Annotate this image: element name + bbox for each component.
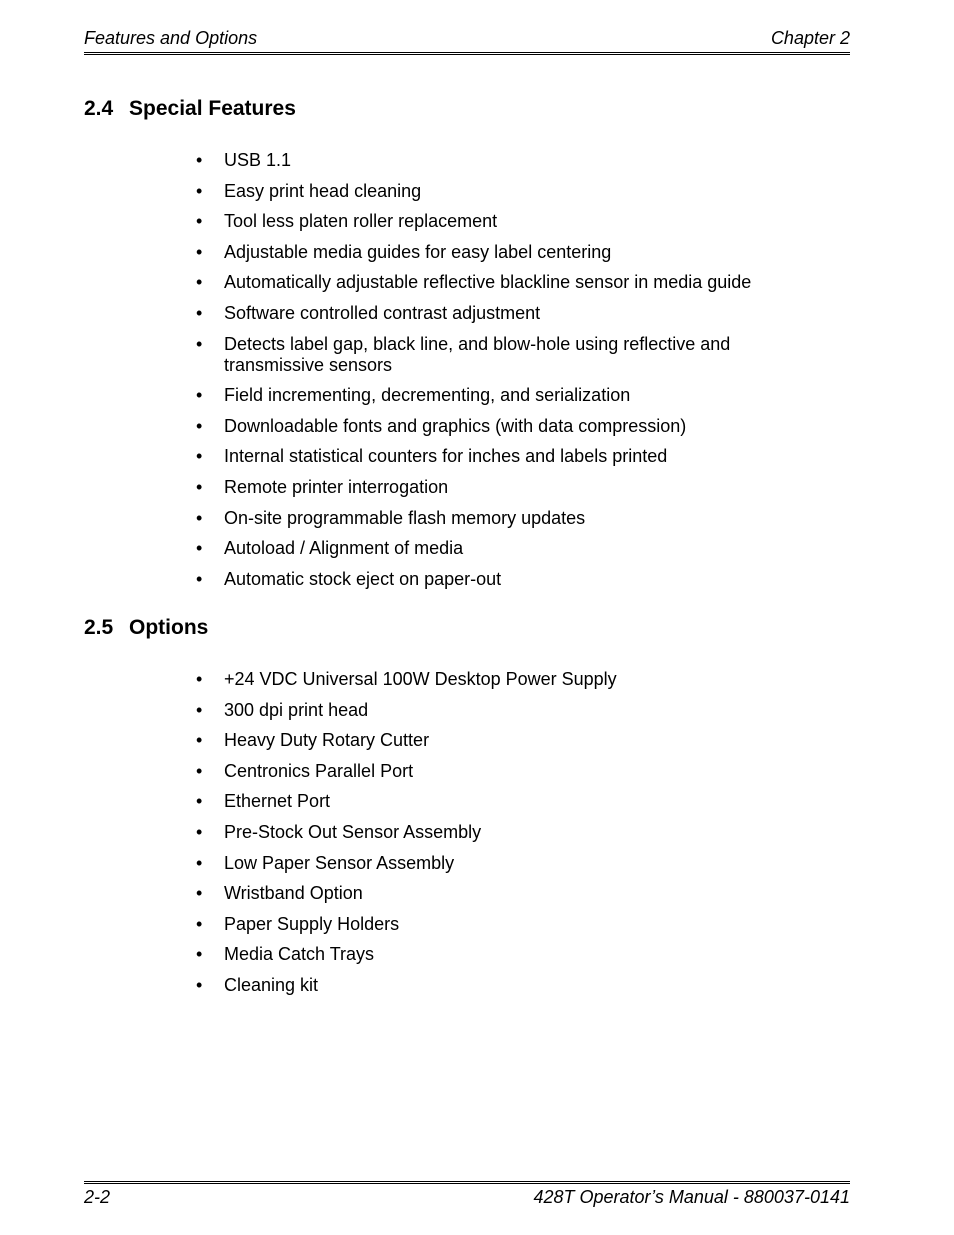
list-item-text: Low Paper Sensor Assembly	[224, 852, 455, 873]
bullet-icon: •	[196, 302, 203, 323]
list-item-text: Wristband Option	[224, 883, 363, 904]
bullet-icon: •	[196, 791, 203, 812]
section-title: Options	[129, 616, 209, 639]
list-item	[196, 181, 786, 202]
list-item	[196, 416, 786, 437]
page-footer	[84, 1181, 850, 1212]
list-item	[196, 334, 786, 376]
list-item	[196, 730, 786, 751]
list-item-text: Software controlled contrast adjustment	[224, 302, 541, 323]
bullet-icon: •	[196, 333, 203, 354]
section-heading-options	[84, 616, 208, 640]
list-item-text: +24 VDC Universal 100W Desktop Power Supply	[224, 669, 617, 689]
bullet-icon: •	[196, 913, 203, 934]
list-item	[196, 700, 786, 721]
list-item-text: Paper Supply Holders	[224, 913, 400, 934]
options-list	[196, 669, 786, 1006]
list-item	[196, 914, 786, 935]
list-item	[196, 211, 786, 232]
list-item-text: Automatically adjustable reflective blackline sensor in media guide	[224, 272, 752, 293]
bullet-icon: •	[196, 272, 203, 293]
bullet-icon: •	[196, 699, 203, 720]
list-item	[196, 477, 786, 498]
bullet-icon: •	[196, 385, 203, 406]
list-item-text: Adjustable media guides for easy label centering	[224, 241, 612, 262]
list-item-text: Autoload / Alignment of media	[224, 538, 464, 559]
list-item	[196, 385, 786, 406]
list-item-text: Pre-Stock Out Sensor Assembly	[224, 821, 482, 842]
bullet-icon: •	[196, 211, 203, 232]
list-item	[196, 508, 786, 529]
bullet-icon: •	[196, 760, 203, 781]
list-item	[196, 975, 786, 996]
list-item-text: Centronics Parallel Port	[224, 760, 414, 781]
page-header	[84, 28, 850, 55]
bullet-icon: •	[196, 669, 203, 689]
list-item-text: Heavy Duty Rotary Cutter	[224, 730, 430, 751]
list-item	[196, 150, 786, 171]
list-item-text: Media Catch Trays	[224, 944, 375, 965]
list-item-text: Automatic stock eject on paper-out	[224, 568, 502, 589]
section-number: 2.4	[84, 97, 114, 120]
list-item	[196, 883, 786, 904]
list-item-text: Cleaning kit	[224, 974, 319, 995]
bullet-icon: •	[196, 180, 203, 201]
list-item-text: Easy print head cleaning	[224, 180, 422, 201]
list-item-text: On-site programmable flash memory updates	[224, 507, 586, 528]
bullet-icon: •	[196, 476, 203, 497]
bullet-icon: •	[196, 821, 203, 842]
bullet-icon: •	[196, 883, 203, 904]
list-item-text: Tool less platen roller replacement	[224, 211, 498, 232]
list-item-text: Ethernet Port	[224, 791, 331, 812]
page-number: 2-2	[84, 1187, 111, 1207]
bullet-icon: •	[196, 507, 203, 528]
list-item	[196, 791, 786, 812]
list-item	[196, 446, 786, 467]
bullet-icon: •	[196, 568, 203, 589]
section-title: Special Features	[129, 97, 296, 120]
bullet-icon: •	[196, 852, 203, 873]
list-item-text: Detects label gap, black line, and blow-hole using reflective and transmissive sensors	[224, 333, 731, 375]
bullet-icon: •	[196, 446, 203, 467]
list-item-text: USB 1.1	[224, 150, 292, 170]
special-features-list	[196, 150, 786, 599]
list-item-text: 300 dpi print head	[224, 699, 369, 720]
list-item	[196, 242, 786, 263]
section-heading-special-features	[84, 97, 296, 121]
header-chapter: Chapter 2	[770, 28, 850, 48]
bullet-icon: •	[196, 730, 203, 751]
bullet-icon: •	[196, 241, 203, 262]
list-item-text: Internal statistical counters for inches and labels printed	[224, 446, 668, 467]
list-item	[196, 569, 786, 590]
section-number: 2.5	[84, 616, 114, 639]
list-item	[196, 944, 786, 965]
list-item	[196, 272, 786, 293]
list-item-text: Field incrementing, decrementing, and serialization	[224, 385, 631, 406]
list-item	[196, 822, 786, 843]
list-item-text: Remote printer interrogation	[224, 476, 449, 497]
list-item	[196, 761, 786, 782]
list-item-text: Downloadable fonts and graphics (with data compression)	[224, 415, 687, 436]
list-item	[196, 303, 786, 324]
list-item	[196, 669, 786, 690]
manual-title: 428T Operator’s Manual - 880037-0141	[533, 1187, 850, 1207]
list-item	[196, 538, 786, 559]
bullet-icon: •	[196, 415, 203, 436]
bullet-icon: •	[196, 150, 203, 170]
header-section-name: Features and Options	[84, 28, 258, 48]
bullet-icon: •	[196, 538, 203, 559]
list-item	[196, 853, 786, 874]
bullet-icon: •	[196, 944, 203, 965]
bullet-icon: •	[196, 974, 203, 995]
